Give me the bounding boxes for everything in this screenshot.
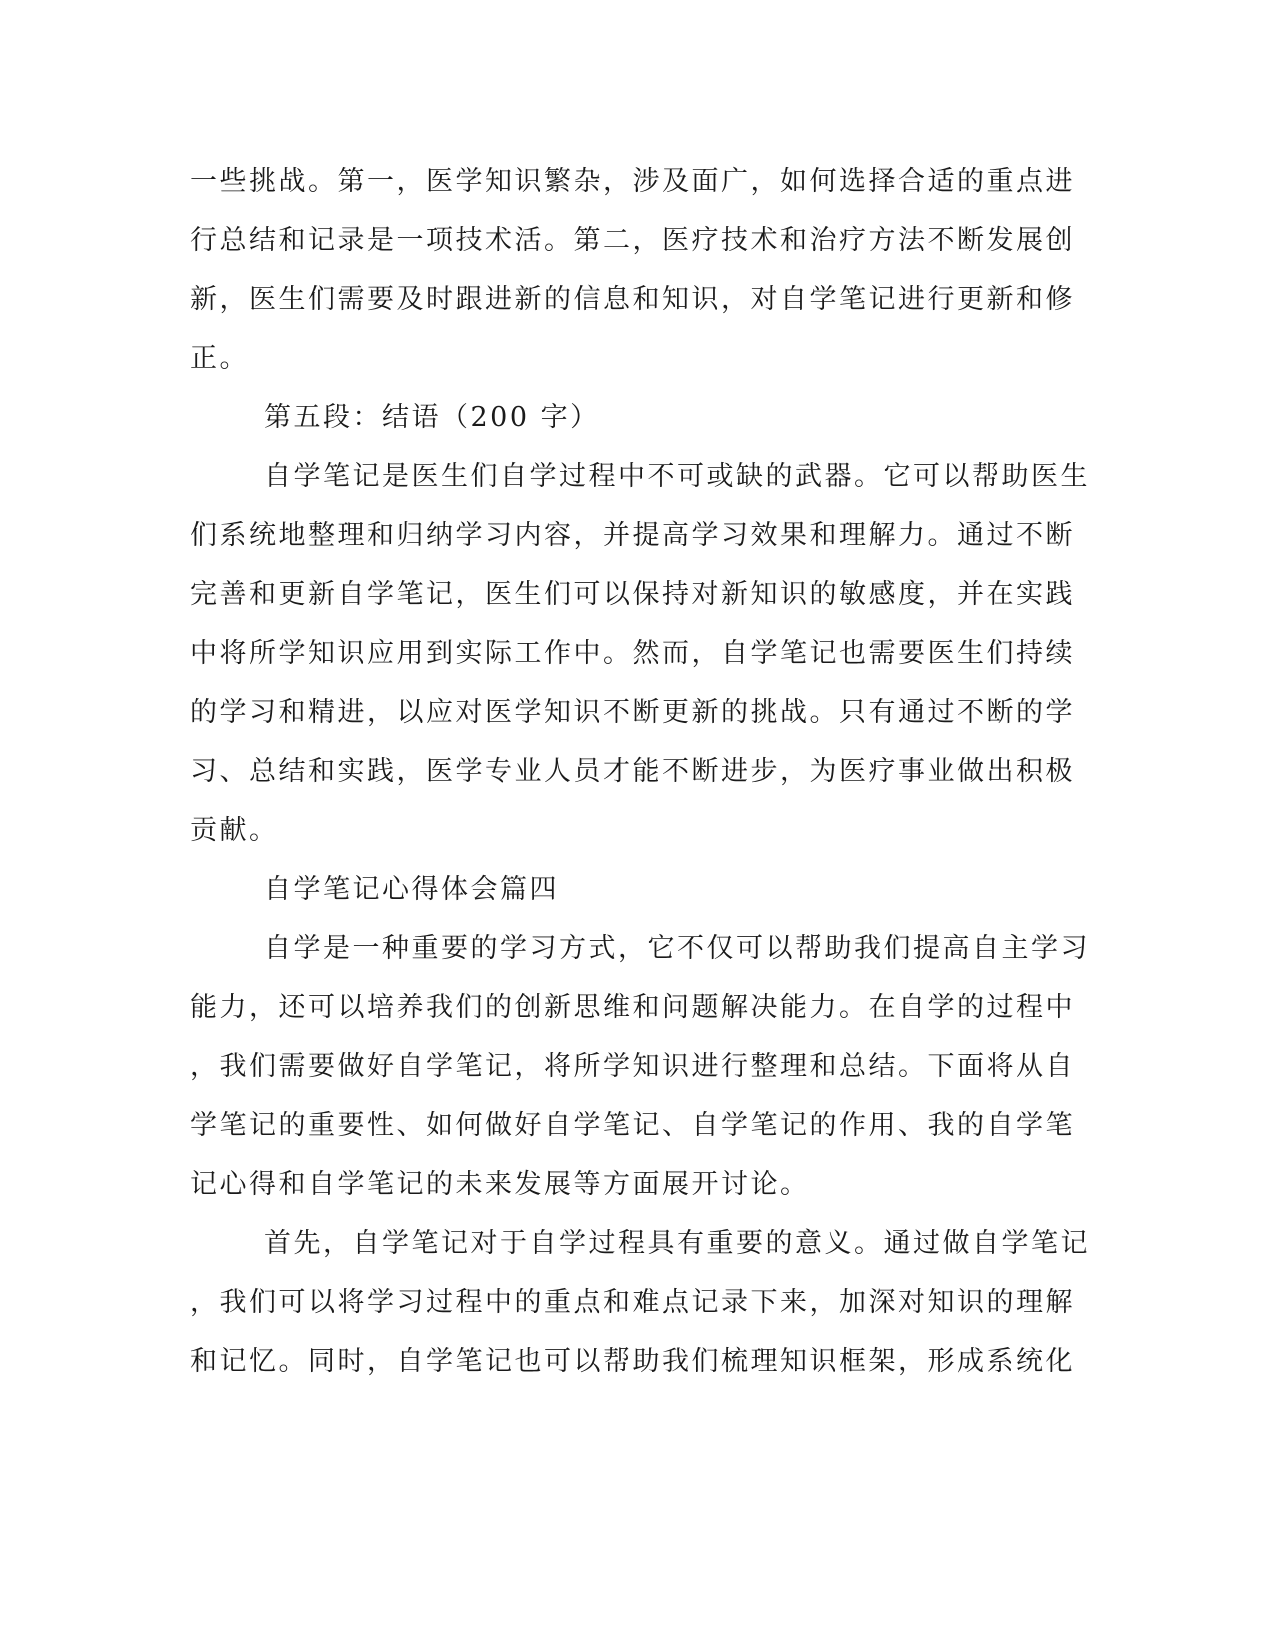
text-line: 贡献。 (190, 815, 279, 846)
text-line: 自学笔记是医生们自学过程中不可或缺的武器。它可以帮助医生 (264, 461, 1090, 492)
text-line: 能力，还可以培养我们的创新思维和问题解决能力。在自学的过程中 (190, 992, 1075, 1023)
text-line: 的学习和精进，以应对医学知识不断更新的挑战。只有通过不断的学 (190, 697, 1075, 728)
text-line: 中将所学知识应用到实际工作中。然而，自学笔记也需要医生们持续 (190, 638, 1075, 669)
section-heading: 第五段：结语（200 字） (264, 402, 600, 433)
text-line: 记心得和自学笔记的未来发展等方面展开讨论。 (190, 1169, 810, 1200)
text-line: 完善和更新自学笔记，医生们可以保持对新知识的敏感度，并在实践 (190, 579, 1075, 610)
text-line: 们系统地整理和归纳学习内容，并提高学习效果和理解力。通过不断 (190, 520, 1075, 551)
text-line: 学笔记的重要性、如何做好自学笔记、自学笔记的作用、我的自学笔 (190, 1110, 1075, 1141)
text-line: 一些挑战。第一，医学知识繁杂，涉及面广，如何选择合适的重点进 (190, 166, 1075, 197)
text-line: ，我们需要做好自学笔记，将所学知识进行整理和总结。下面将从自 (190, 1051, 1075, 1082)
text-line: 习、总结和实践，医学专业人员才能不断进步，为医疗事业做出积极 (190, 756, 1075, 787)
text-line: 和记忆。同时，自学笔记也可以帮助我们梳理知识框架，形成系统化 (190, 1346, 1075, 1377)
text-line: 行总结和记录是一项技术活。第二，医疗技术和治疗方法不断发展创 (190, 225, 1075, 256)
section-heading: 自学笔记心得体会篇四 (264, 874, 559, 905)
text-line: ，我们可以将学习过程中的重点和难点记录下来，加深对知识的理解 (190, 1287, 1075, 1318)
text-line: 正。 (190, 343, 249, 374)
text-line: 首先，自学笔记对于自学过程具有重要的意义。通过做自学笔记 (264, 1228, 1090, 1259)
text-line: 自学是一种重要的学习方式，它不仅可以帮助我们提高自主学习 (264, 933, 1090, 964)
text-line: 新，医生们需要及时跟进新的信息和知识，对自学笔记进行更新和修 (190, 284, 1075, 315)
